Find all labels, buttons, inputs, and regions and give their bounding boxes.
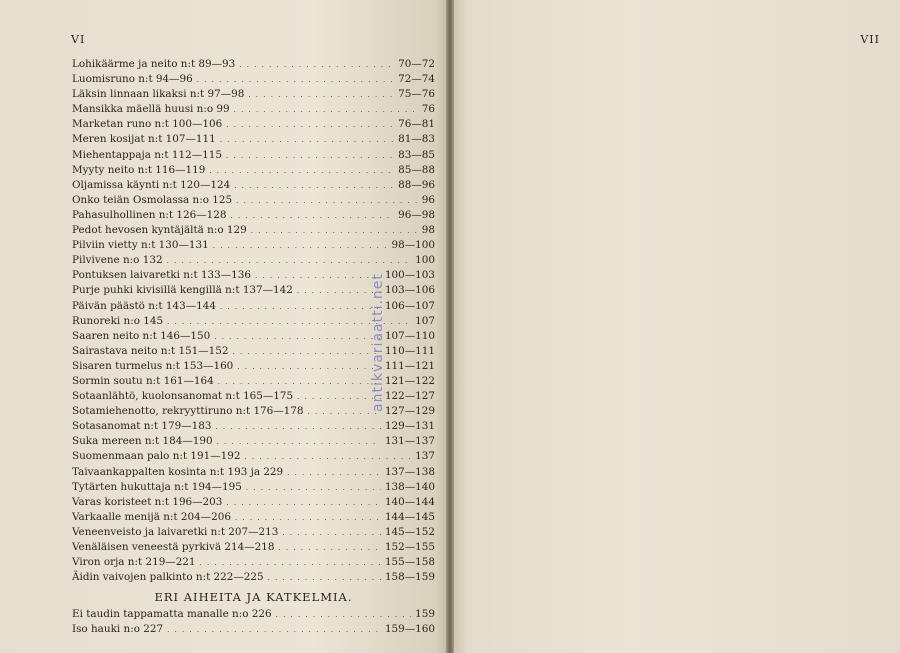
toc-entry-pages: 144—145 [384,510,435,523]
toc-entry-pages: 100 [415,254,435,267]
dot-leader [239,58,394,73]
toc-entry-title: Ei taudin tappamatta manalle n:o 226 [72,608,272,621]
dot-leader [268,571,381,586]
toc-entry [72,510,435,525]
toc-entry [72,622,435,637]
toc-entry-pages: 98 [421,224,435,237]
toc-entry-title: Varkaalle menijä n:t 204—206 [72,510,231,523]
toc-entry-title: Miehentappaja n:t 112—115 [72,148,222,161]
toc-entry-pages: 140—144 [384,495,435,508]
page-number: VII [860,33,880,46]
toc-entry-title: Purje puhki kivisillä kengillä n:t 137—142 [72,284,293,297]
toc-entry-title: Onko teiän Osmolassa n:o 125 [72,193,233,206]
toc-entry-title: Iso hauki n:o 227 [72,623,164,636]
dot-leader [248,88,394,103]
dot-leader [234,179,394,194]
dot-leader [215,420,380,435]
toc-entry-title: Pontuksen laivaretki n:t 133—136 [72,269,252,282]
toc-entry [72,449,435,464]
toc-entry-title: Äidin vaivojen palkinto n:t 222—225 [72,571,264,584]
dot-leader [226,118,394,133]
dot-leader [287,466,381,481]
toc-entry-title: Viron orja n:t 219—221 [72,556,196,569]
toc-entry-pages: 103—106 [384,284,435,297]
toc-entry-title: Sormin soutu n:t 161—164 [72,374,214,387]
toc-entry-pages: 83—85 [398,148,435,161]
dot-leader [233,345,381,360]
toc-entry-pages: 152—155 [384,541,435,553]
toc-entry-title: Varas koristeet n:t 196—203 [72,495,223,508]
toc-entry-title: Runoreki n:o 145 [72,314,164,327]
dot-leader [213,239,388,254]
toc-entry-pages: 138—140 [384,480,435,493]
toc-entry-pages: 159 [415,608,435,621]
toc-entry-title: Marketan runo n:t 100—106 [72,118,223,131]
dot-leader [244,450,411,465]
toc-entry-title: Suomenmaan palo n:t 191—192 [72,450,241,463]
toc-entry [72,223,435,238]
toc-entry-title: Luomisruno n:t 94—96 [72,73,193,86]
toc-entry-pages: 100—103 [384,269,435,282]
toc-entry-title: Lohikäärme ja neito n:t 89—93 [72,58,236,70]
toc-entry-pages: 137 [415,450,435,463]
dot-leader [220,300,381,315]
toc-entry-pages: 70—72 [398,58,435,70]
toc-entry-pages: 122—127 [384,390,435,403]
right-page [450,0,900,653]
toc-entry [72,208,435,223]
toc-entry-pages: 131—137 [384,435,435,448]
toc-entry-title: Venäläisen veneestä pyrkivä 214—218 [72,541,275,553]
toc-entry [72,434,435,449]
dot-leader [237,360,381,375]
toc-entry-pages: 107 [415,314,435,327]
toc-entry-pages: 110—111 [384,344,435,357]
toc-entry-pages: 111—121 [384,359,435,372]
toc-entry-title: Sotasanomat n:t 179—183 [72,420,212,433]
toc-entry-pages: 96—98 [398,208,435,221]
dot-leader [209,164,394,179]
toc-entry [72,148,435,163]
toc-entry [72,193,435,208]
toc-entry-pages: 72—74 [398,73,435,86]
toc-entry [72,87,435,102]
toc-entry-title: Pahasulhollinen n:t 126—128 [72,208,227,221]
toc-entry-pages: 81—83 [398,133,435,146]
toc-entry-title: Tytärten hukuttaja n:t 194—195 [72,480,242,493]
toc-entry-pages: 145—152 [384,525,435,538]
toc-entry [72,525,435,540]
dot-leader [251,224,418,239]
dot-leader [246,481,381,496]
toc-entry-title: Sisaren turmelus n:t 153—160 [72,359,234,372]
toc-entry [72,555,435,570]
toc-entry-title: Pedot hevosen kyntäjältä n:o 129 [72,224,247,237]
toc-entry [72,57,435,72]
dot-leader [297,284,381,299]
toc-entry-title: Sairastava neito n:t 151—152 [72,344,229,357]
page-number: VI [71,33,86,46]
toc-entry-title: Veneenveisto ja laivaretki n:t 207—213 [72,525,279,538]
toc-entry-pages: 121—122 [384,374,435,387]
toc-entry-pages: 98—100 [391,239,435,252]
toc-entry [72,238,435,253]
toc-entry-pages: 129—131 [384,420,435,433]
dot-leader [282,526,381,541]
toc-entry-title: Sotaanlähtö, kuolonsanomat n:t 165—175 [72,390,294,403]
dot-leader [278,541,380,556]
dot-leader [197,73,394,88]
toc-entry-title: Pilviin vietty n:t 130—131 [72,239,209,252]
toc-entry-title: Suka mereen n:t 184—190 [72,435,213,448]
toc-entry-pages: 107—110 [384,329,435,342]
dot-leader [220,133,394,148]
toc-entry-pages: 88—96 [398,178,435,191]
toc-entry [72,163,435,178]
toc-entry-pages: 85—88 [398,163,435,176]
dot-leader [226,496,381,511]
toc-entry-pages: 76 [421,103,435,116]
watermark: antikvariaatti.net [370,273,386,412]
dot-leader [297,390,381,405]
dot-leader [226,149,394,164]
toc-entry-pages: 76—81 [398,118,435,131]
toc-entry-title: Päivän päästö n:t 143—144 [72,299,216,312]
toc-entry-pages: 155—158 [384,556,435,569]
toc-entry [72,102,435,117]
toc-entry [72,419,435,434]
toc-entry [72,465,435,480]
toc-entry [72,570,435,585]
toc-entry [72,117,435,132]
dot-leader [236,194,418,209]
toc-entry-title: Myyty neito n:t 116—119 [72,163,206,176]
book-gutter [446,0,454,653]
dot-leader [255,269,381,284]
toc-entry-pages: 137—138 [384,465,435,478]
toc-entry [72,607,435,622]
dot-leader [218,375,381,390]
toc-entry-pages: 106—107 [384,299,435,312]
toc-entry-title: Taivaankappalten kosinta n:t 193 ja 229 [72,465,284,478]
toc-entry [72,178,435,193]
toc-entry-pages: 158—159 [384,571,435,584]
dot-leader [235,511,381,526]
dot-leader [200,556,381,571]
toc-entry [72,132,435,147]
dot-leader [230,209,394,224]
toc-entry-pages: 75—76 [398,88,435,101]
toc-entry-pages: 159—160 [384,623,435,636]
toc-entry [72,480,435,495]
toc-entry-title: Saaren neito n:t 146—150 [72,329,211,342]
toc-entry-title: Meren kosijat n:t 107—111 [72,133,216,146]
toc-entry [72,495,435,510]
dot-leader [276,608,412,623]
toc-entry-title: Läksin linnaan likaksi n:t 97—98 [72,88,245,101]
toc-entry [72,72,435,87]
toc-entry [72,540,435,555]
toc-entry-title: Oljamissa käynti n:t 120—124 [72,178,231,191]
toc-entry-pages: 96 [421,193,435,206]
dot-leader [217,435,381,450]
toc-entry-pages: 127—129 [384,405,435,418]
dot-leader [214,330,381,345]
dot-leader [234,103,418,118]
toc-entry-title: Sotamiehenotto, rekryyttiruno n:t 176—178 [72,405,304,418]
section-heading: ERI AIHEITA JA KATKELMIA. [154,590,353,605]
toc-entry-title: Pilvivene n:o 132 [72,254,163,267]
dot-leader [167,623,381,638]
toc-entry-title: Mansikka mäellä huusi n:o 99 [72,103,230,116]
